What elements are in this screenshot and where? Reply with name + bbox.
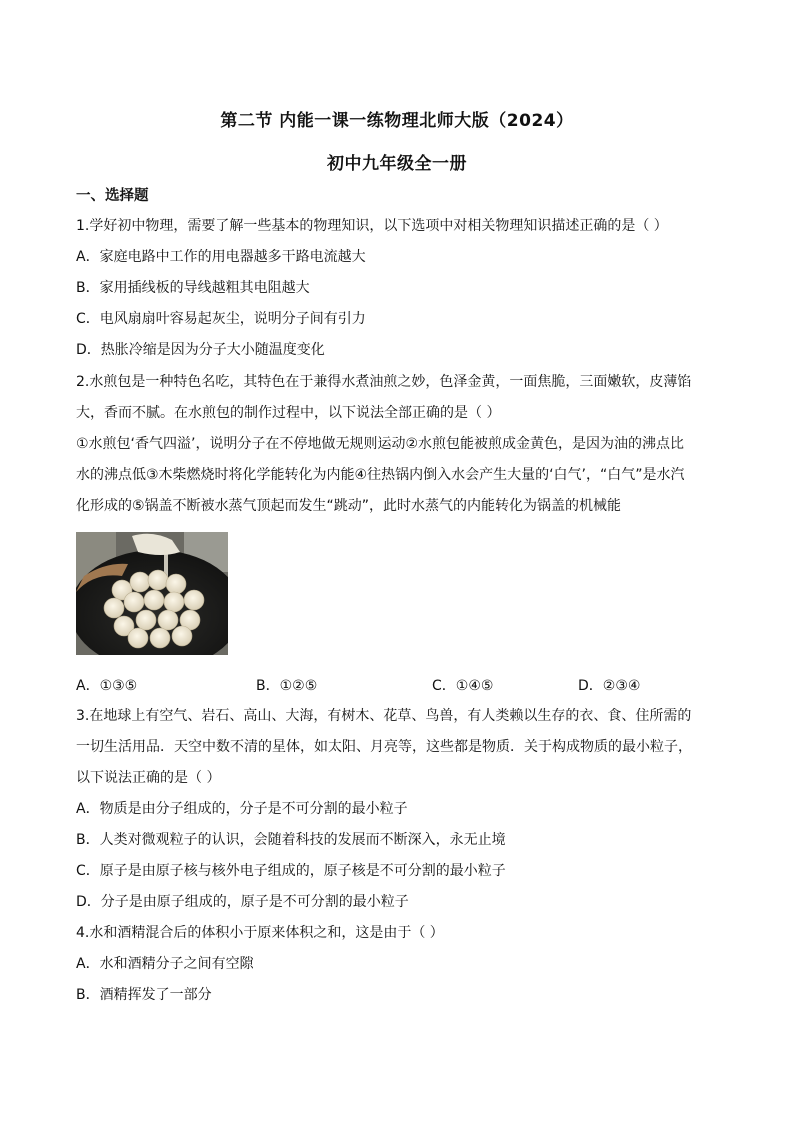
- question-2-option-b: B．①②⑤: [256, 678, 318, 694]
- question-2-stem-line-1: 2.水煎包是一种特色名吃，其特色在于兼得水煮油煎之妙，色泽金黄，一面焦脆，三面嫩软，皮薄馅: [76, 374, 692, 390]
- question-2-statement-line-1: ①水煎包‘香气四溢’，说明分子在不停地做无规则运动②水煎包能被煎成金黄色，是因为油的沸点比: [76, 436, 684, 452]
- question-4-option-a: A．水和酒精分子之间有空隙: [76, 956, 254, 972]
- question-1-option-b: B．家用插线板的导线越粗其电阻越大: [76, 280, 310, 296]
- question-4-option-b: B．酒精挥发了一部分: [76, 987, 212, 1003]
- question-2-statement-line-3: 化形成的⑤锅盖不断被水蒸气顶起而发生“跳动”，此时水蒸气的内能转化为锅盖的机械能: [76, 498, 622, 514]
- question-3-stem-line-2: 一切生活用品．天空中数不清的星体，如太阳、月亮等，这些都是物质．关于构成物质的最小粒子，: [76, 739, 692, 755]
- question-3-option-d: D．分子是由原子组成的，原子是不可分割的最小粒子: [76, 894, 409, 910]
- question-3-stem-line-1: 3.在地球上有空气、岩石、高山、大海，有树木、花草、鸟兽，有人类赖以生存的衣、食、住所需的: [76, 708, 692, 724]
- question-2-statement-line-2: 水的沸点低③木柴燃烧时将化学能转化为内能④往热锅内倒入水会产生大量的‘白气’，“白气”是水汽: [76, 467, 685, 483]
- question-3-option-b: B．人类对微观粒子的认识，会随着科技的发展而不断深入，永无止境: [76, 832, 506, 848]
- question-1-option-c: C．电风扇扇叶容易起灰尘，说明分子间有引力: [76, 311, 366, 327]
- question-2-option-a: A．①③⑤: [76, 678, 138, 694]
- question-1-stem: 1.学好初中物理，需要了解一些基本的物理知识，以下选项中对相关物理知识描述正确的是（ ）: [76, 218, 668, 234]
- question-2-option-d: D．②③④: [578, 678, 641, 694]
- question-3-option-a: A．物质是由分子组成的，分子是不可分割的最小粒子: [76, 801, 408, 817]
- pan-fried-buns-photo: [76, 532, 228, 655]
- question-3-stem-line-3: 以下说法正确的是（ ）: [76, 770, 221, 786]
- section-heading: 一、选择题: [76, 188, 149, 204]
- question-2-option-c: C．①④⑤: [432, 678, 494, 694]
- question-4-stem: 4.水和酒精混合后的体积小于原来体积之和，这是由于（ ）: [76, 925, 444, 941]
- pan-fried-buns-illustration: [76, 532, 228, 655]
- question-1-option-d: D．热胀冷缩是因为分子大小随温度变化: [76, 342, 325, 358]
- question-3-option-c: C．原子是由原子核与核外电子组成的，原子核是不可分割的最小粒子: [76, 863, 506, 879]
- page-subtitle: 初中九年级全一册: [327, 154, 467, 174]
- page-title: 第二节 内能一课一练物理北师大版（2024）: [220, 111, 574, 131]
- question-2-stem-line-2: 大，香而不腻。在水煎包的制作过程中，以下说法全部正确的是（ ）: [76, 405, 501, 421]
- question-1-option-a: A．家庭电路中工作的用电器越多干路电流越大: [76, 249, 366, 265]
